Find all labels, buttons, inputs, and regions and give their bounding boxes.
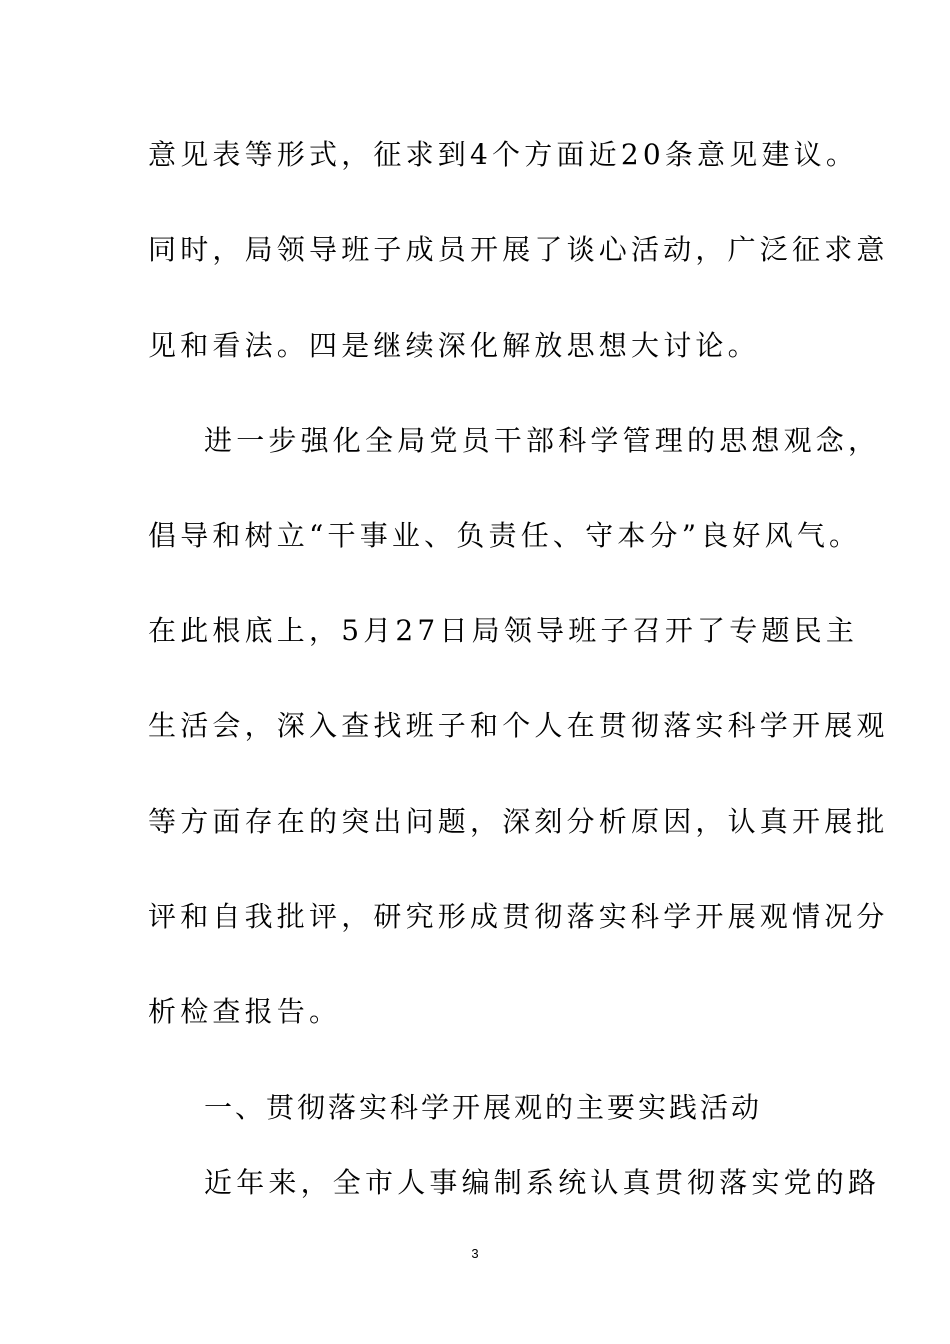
paragraph-start-line: 近年来，全市人事编制系统认真贯彻落实党的路 bbox=[204, 1166, 881, 1199]
body-text-line: 见和看法。四是继续深化解放思想大讨论。 bbox=[148, 329, 760, 362]
body-text-line: 同时，局领导班子成员开展了谈心活动，广泛征求意 bbox=[148, 233, 889, 266]
body-text-line: 在此根底上，5月27日局领导班子召开了专题民主 bbox=[148, 614, 859, 647]
section-heading: 一、贯彻落实科学开展观的主要实践活动 bbox=[204, 1091, 763, 1124]
page-number: 3 bbox=[471, 1246, 479, 1261]
body-text-line: 评和自我批评，研究形成贯彻落实科学开展观情况分 bbox=[148, 900, 889, 933]
body-text-line: 倡导和树立“干事业、负责任、守本分”良好风气。 bbox=[148, 519, 862, 552]
body-text-line: 析检查报告。 bbox=[148, 995, 342, 1028]
paragraph-start-line: 进一步强化全局党员干部科学管理的思想观念， bbox=[204, 424, 881, 457]
body-text-line: 意见表等形式，征求到4个方面近20条意见建议。 bbox=[148, 138, 859, 171]
body-text-line: 等方面存在的突出问题，深刻分析原因，认真开展批 bbox=[148, 805, 889, 838]
body-text-line: 生活会，深入查找班子和个人在贯彻落实科学开展观 bbox=[148, 709, 889, 742]
